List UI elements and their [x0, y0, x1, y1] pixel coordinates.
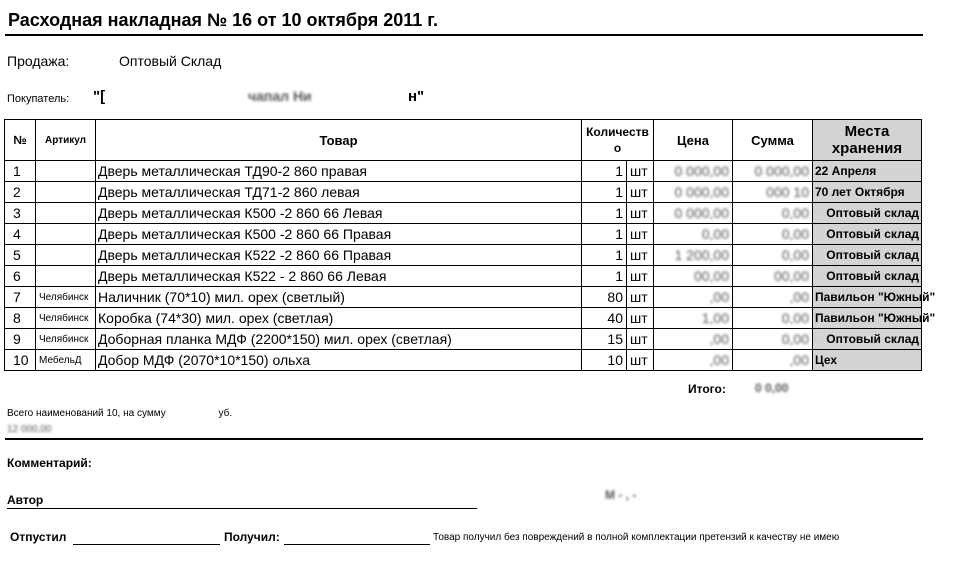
row-qty: 10 — [582, 350, 627, 371]
row-price: ,00 — [654, 329, 733, 350]
row-qty: 1 — [582, 266, 627, 287]
row-unit: шт — [627, 245, 654, 266]
disclaimer-text: Товар получил без повреждений в полной комплектации претензий к качеству не имею — [433, 532, 840, 543]
seller-value: Оптовый Склад — [119, 53, 222, 69]
table-row — [5, 203, 922, 224]
row-article — [36, 266, 96, 287]
buyer-value-mid: чапал Ни — [248, 88, 312, 104]
row-unit: шт — [627, 182, 654, 203]
row-qty: 1 — [582, 224, 627, 245]
row-qty: 1 — [582, 245, 627, 266]
row-unit: шт — [627, 350, 654, 371]
row-unit: шт — [627, 308, 654, 329]
row-place: Оптовый склад — [813, 224, 922, 245]
row-place: 22 Апреля — [813, 161, 922, 182]
table-row — [5, 308, 922, 329]
row-place: 70 лет Октября — [813, 182, 922, 203]
row-place: Оптовый склад — [813, 266, 922, 287]
row-unit: шт — [627, 287, 654, 308]
author-label: Автор — [7, 493, 44, 507]
summary-text — [7, 408, 232, 419]
row-price: 0 000,00 — [654, 161, 733, 182]
row-qty: 1 — [582, 182, 627, 203]
row-sum: 0,00 — [733, 308, 813, 329]
released-label: Отпустил — [10, 530, 67, 544]
row-unit: шт — [627, 266, 654, 287]
row-unit: шт — [627, 224, 654, 245]
document-title: Расходная накладная № 16 от 10 октября 2011 г. — [8, 10, 438, 30]
row-product: Дверь металлическая ТД90-2 860 правая — [96, 161, 582, 182]
row-product: Дверь металлическая К500 -2 860 66 Левая — [96, 203, 582, 224]
row-qty: 15 — [582, 329, 627, 350]
row-sum: 00,00 — [733, 266, 813, 287]
row-num: 7 — [5, 287, 36, 308]
row-product: Дверь металлическая К522 - 2 860 66 Левая — [96, 266, 582, 287]
seller-label: Продажа: — [7, 53, 70, 69]
row-place: Оптовый склад — [813, 329, 922, 350]
row-price: ,00 — [654, 350, 733, 371]
row-unit: шт — [627, 161, 654, 182]
total-value: 0 0,00 — [755, 381, 789, 395]
row-product: Добор МДФ (2070*10*150) ольха — [96, 350, 582, 371]
row-price: 1,00 — [654, 308, 733, 329]
table-row — [5, 287, 922, 308]
row-product: Наличник (70*10) мил. орех (светлый) — [96, 287, 582, 308]
header-article: Артикул — [36, 120, 96, 161]
buyer-label: Покупатель: — [7, 93, 70, 105]
row-price: 0,00 — [654, 224, 733, 245]
row-num: 9 — [5, 329, 36, 350]
buyer-value-left: "[ — [93, 88, 106, 105]
row-place: Оптовый склад — [813, 203, 922, 224]
row-place: Оптовый склад — [813, 245, 922, 266]
received-line — [284, 544, 430, 545]
row-qty: 1 — [582, 203, 627, 224]
table-row — [5, 329, 922, 350]
row-sum: ,00 — [733, 287, 813, 308]
table-row — [5, 245, 922, 266]
row-article — [36, 182, 96, 203]
row-price: 1 200,00 — [654, 245, 733, 266]
row-sum: 0,00 — [733, 224, 813, 245]
row-num: 5 — [5, 245, 36, 266]
row-num: 8 — [5, 308, 36, 329]
row-sum: 0 000,00 — [733, 161, 813, 182]
buyer-value-right: н" — [408, 88, 425, 105]
row-unit: шт — [627, 203, 654, 224]
row-product: Дверь металлическая К500 -2 860 66 Правая — [96, 224, 582, 245]
table-row — [5, 350, 922, 371]
total-label: Итого: — [688, 382, 726, 396]
row-num: 1 — [5, 161, 36, 182]
row-product: Дверь металлическая ТД71-2 860 левая — [96, 182, 582, 203]
row-num: 4 — [5, 224, 36, 245]
row-place: Цех — [813, 350, 922, 371]
row-product: Коробка (74*30) мил. орех (светлая) — [96, 308, 582, 329]
row-article: Челябинск — [36, 308, 96, 329]
items-table — [4, 119, 936, 371]
row-num: 3 — [5, 203, 36, 224]
row-sum: 0,00 — [733, 245, 813, 266]
row-num: 6 — [5, 266, 36, 287]
row-place: Павильон "Южный" — [813, 287, 922, 308]
row-sum: 000 10 — [733, 182, 813, 203]
row-num: 10 — [5, 350, 36, 371]
row-sum: 0,00 — [733, 329, 813, 350]
row-price: 00,00 — [654, 266, 733, 287]
header-sum: Сумма — [733, 120, 813, 161]
row-qty: 80 — [582, 287, 627, 308]
row-product: Доборная планка МДФ (2200*150) мил. орех (светлая) — [96, 329, 582, 350]
row-price: ,00 — [654, 287, 733, 308]
row-product: Дверь металлическая К522 -2 860 66 Правая — [96, 245, 582, 266]
row-sum: ,00 — [733, 350, 813, 371]
summary-below: 12 000,00 — [7, 424, 52, 435]
row-qty: 40 — [582, 308, 627, 329]
author-line — [7, 508, 477, 509]
row-article: Челябинск — [36, 329, 96, 350]
row-article — [36, 203, 96, 224]
row-price: 0 000,00 — [654, 182, 733, 203]
row-sum: 0,00 — [733, 203, 813, 224]
row-article: МебельД — [36, 350, 96, 371]
comment-label: Комментарий: — [7, 456, 92, 470]
row-article — [36, 224, 96, 245]
released-line — [73, 544, 220, 545]
row-article — [36, 161, 96, 182]
summary-text-left: Всего наименований 10, на сумму — [7, 408, 169, 419]
row-num: 2 — [5, 182, 36, 203]
header-qty: Количество — [582, 120, 654, 161]
table-row — [5, 161, 922, 182]
table-row — [5, 182, 922, 203]
header-product: Товар — [96, 120, 582, 161]
table-row — [5, 266, 922, 287]
table-header-row — [5, 120, 922, 161]
title-divider — [5, 34, 923, 36]
right-signature: М - , - — [605, 488, 637, 502]
table-row — [5, 224, 922, 245]
header-num: № — [5, 120, 36, 161]
row-article: Челябинск — [36, 287, 96, 308]
row-article — [36, 245, 96, 266]
header-price: Цена — [654, 120, 733, 161]
row-qty: 1 — [582, 161, 627, 182]
summary-text-right: уб. — [218, 408, 233, 419]
row-unit: шт — [627, 329, 654, 350]
row-price: 0 000,00 — [654, 203, 733, 224]
row-place: Павильон "Южный" — [813, 308, 922, 329]
received-label: Получил: — [224, 530, 280, 544]
header-place: Места хранения — [813, 120, 922, 161]
footer-divider — [5, 438, 923, 440]
